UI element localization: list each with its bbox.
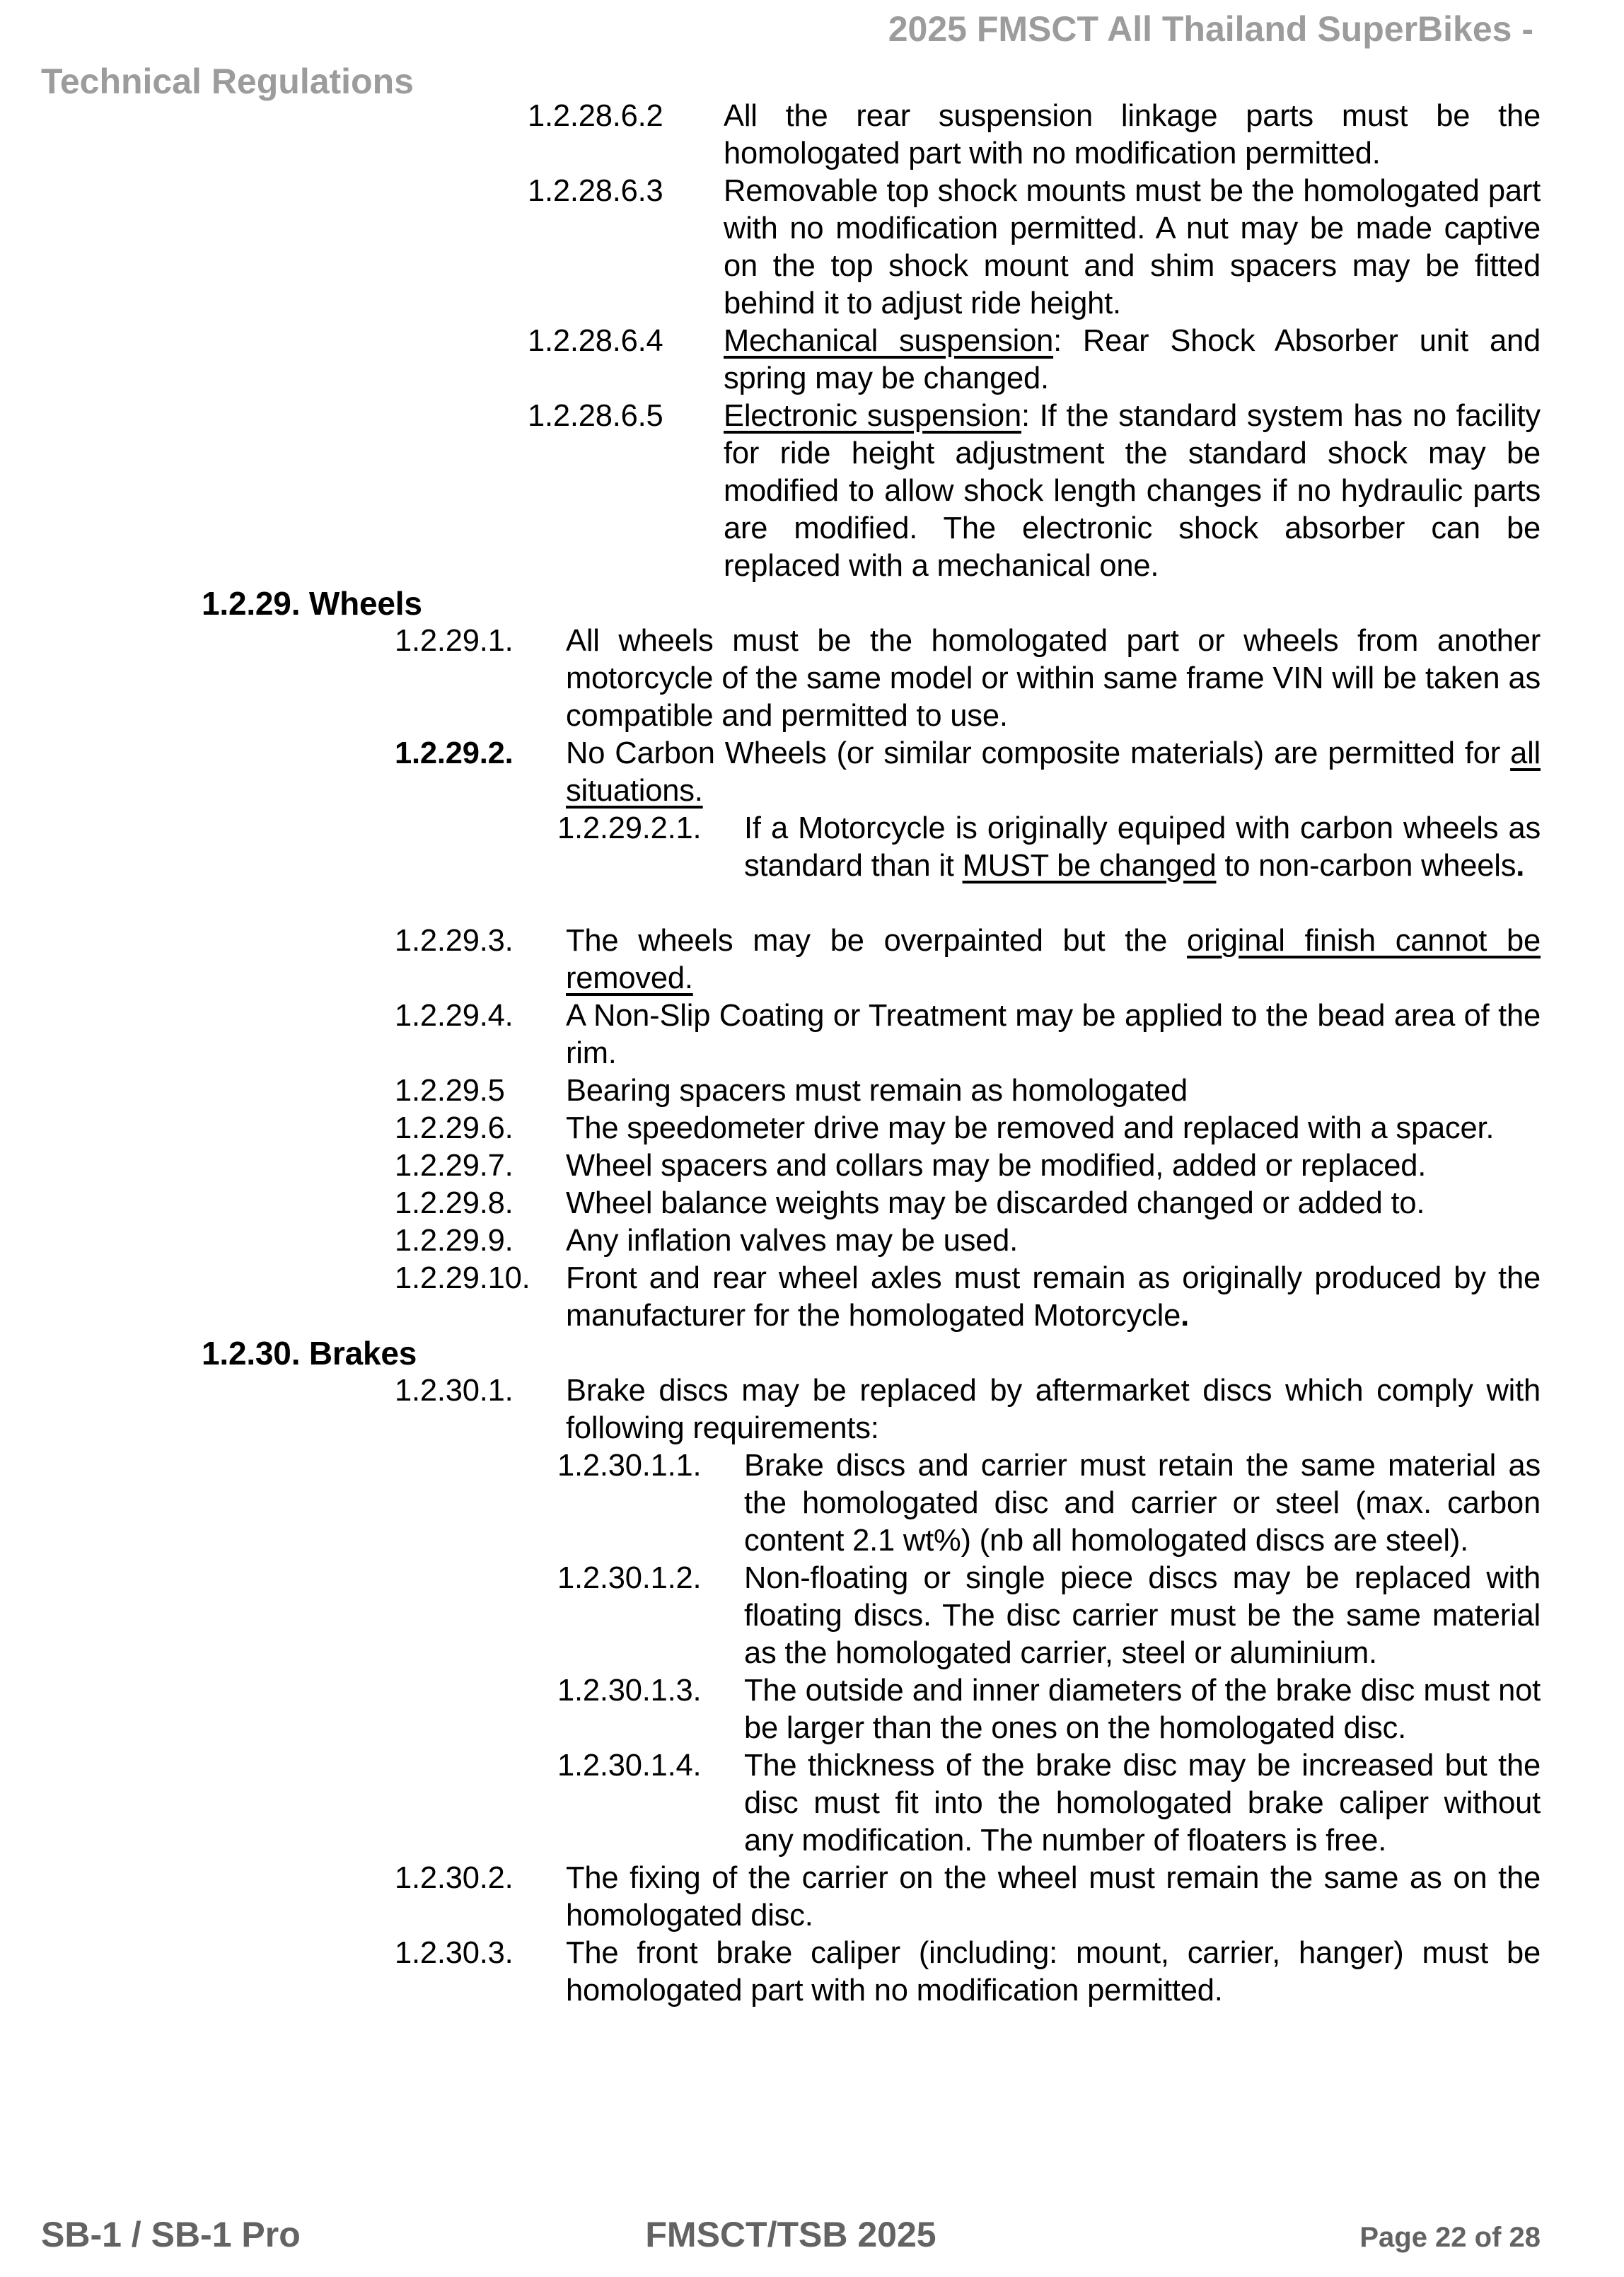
text-segment: . <box>1181 1299 1189 1333</box>
regulation-item <box>0 1372 1624 1447</box>
text-segment: Wheel balance weights may be discarded changed or added to. <box>566 1186 1425 1220</box>
clause-text <box>724 323 1541 398</box>
clause-text <box>744 1447 1541 1560</box>
clause-text <box>566 1110 1541 1147</box>
text-segment: All wheels must be the homologated part or wheels from another motorcycle of the same model or within same frame VIN will be taken as compatible and permitted to use. <box>566 624 1541 733</box>
page-header-subtitle: Technical Regulations <box>41 62 414 101</box>
text-segment: The front brake caliper (including: mount, carrier, hanger) must be homologated part with no modification permitted. <box>566 1936 1541 2007</box>
clause-text <box>566 1147 1541 1185</box>
clause-number: 1.2.30.1.3. <box>557 1674 702 1708</box>
regulation-item <box>0 997 1624 1072</box>
clause-number: 1.2.29.8. <box>395 1186 514 1220</box>
clause-number: 1.2.28.6.4 <box>528 324 663 358</box>
clause-number: 1.2.30.2. <box>395 1861 514 1895</box>
regulation-item <box>0 1560 1624 1672</box>
section-heading <box>202 1335 1624 1372</box>
text-segment: Brake discs and carrier must retain the same material as the homologated disc and carrier or steel (max. carbon content 2.1 wt%) (nb all homologated discs are steel). <box>744 1449 1541 1558</box>
text-segment: Removable top shock mounts must be the homologated part with no modification permitted. A nut may be made captive on the top shock mount and shim spacers may be fitted behind it to adjust ride height. <box>724 174 1541 320</box>
clause-text <box>566 1260 1541 1335</box>
clause-number: 1.2.29.9. <box>395 1224 514 1258</box>
text-segment: The thickness of the brake disc may be increased but the disc must fit into the homologated brake caliper without any modification. The number of floaters is free. <box>744 1749 1541 1858</box>
clause-text <box>724 398 1541 585</box>
clause-number: 1.2.29.7. <box>395 1149 514 1183</box>
clause-number: 1.2.29.5 <box>395 1074 505 1108</box>
regulation-item <box>0 1110 1624 1147</box>
clause-text <box>566 1185 1541 1222</box>
section-number: 1.2.30. <box>202 1335 309 1372</box>
text-segment: The outside and inner diameters of the brake disc must not be larger than the ones on the homologated disc. <box>744 1674 1541 1745</box>
text-segment: The fixing of the carrier on the wheel must remain the same as on the homologated disc. <box>566 1861 1541 1933</box>
clause-number: 1.2.29.3. <box>395 924 514 958</box>
section-title: Wheels <box>308 585 422 622</box>
regulation-item <box>0 173 1624 323</box>
clause-number: 1.2.28.6.3 <box>528 174 663 208</box>
section-number: 1.2.29. <box>202 585 309 622</box>
text-segment: Bearing spacers must remain as homologated <box>566 1074 1188 1108</box>
clause-text <box>744 1672 1541 1747</box>
regulation-item <box>0 735 1624 810</box>
clause-text <box>724 98 1541 173</box>
clause-number: 1.2.30.1.2. <box>557 1561 702 1595</box>
clause-number: 1.2.30.1.4. <box>557 1749 702 1783</box>
underlined-text: MUST be changed <box>962 849 1217 883</box>
page-footer <box>41 2214 1541 2255</box>
clause-number: 1.2.29.4. <box>395 999 514 1033</box>
regulation-item <box>0 1447 1624 1560</box>
text-segment: : Rear Shock Absorber unit and spring may be changed. <box>724 324 1541 395</box>
regulation-item <box>0 1672 1624 1747</box>
text-segment: No Carbon Wheels (or similar composite materials) are permitted for <box>566 736 1511 770</box>
text-segment: Wheel spacers and collars may be modified, added or replaced. <box>566 1149 1427 1183</box>
regulation-item <box>0 1147 1624 1185</box>
regulation-item <box>0 1860 1624 1935</box>
section-heading <box>202 585 1624 622</box>
text-segment: Non-floating or single piece discs may be replaced with floating discs. The disc carrier must be the same material as the homologated carrier, steel or aluminium. <box>744 1561 1541 1670</box>
clause-number: 1.2.28.6.5 <box>528 399 663 433</box>
clause-text <box>566 997 1541 1072</box>
clause-number: 1.2.29.1. <box>395 624 514 658</box>
text-segment: All the rear suspension linkage parts must be the homologated part with no modification permitted. <box>724 99 1541 170</box>
footer-page-number: Page 22 of 28 <box>1359 2222 1541 2253</box>
regulation-item <box>0 98 1624 173</box>
underlined-text: Electronic suspension <box>724 399 1021 433</box>
text-segment: Front and rear wheel axles must remain as originally produced by the manufacturer for the homologated Motorcycle <box>566 1261 1541 1333</box>
regulation-item <box>0 810 1624 885</box>
text-segment: . <box>1516 849 1525 883</box>
regulation-item <box>0 922 1624 997</box>
regulation-item <box>0 1935 1624 2010</box>
clause-text <box>566 922 1541 997</box>
regulation-item <box>0 1747 1624 1860</box>
clause-text <box>744 1560 1541 1672</box>
regulation-item <box>0 1072 1624 1110</box>
clause-text <box>566 1860 1541 1935</box>
regulation-item <box>0 323 1624 398</box>
text-segment: If a Motorcycle is originally equiped with carbon wheels as standard than it <box>744 811 1541 883</box>
clause-text <box>566 1372 1541 1447</box>
text-segment: : If the standard system has no facility for ride height adjustment the standard shock may be modified to allow shock length changes if no hydraulic parts are modified. The electronic shock absorber can be replaced with a mechanical one. <box>724 399 1541 583</box>
text-segment: The speedometer drive may be removed and replaced with a spacer. <box>566 1111 1495 1145</box>
clause-number: 1.2.30.1.1. <box>557 1449 702 1483</box>
regulation-item <box>0 1222 1624 1260</box>
text-segment: The wheels may be overpainted but the <box>566 924 1188 958</box>
underlined-text: all situations. <box>566 736 1541 808</box>
paragraph-gap <box>0 885 1624 922</box>
clause-number: 1.2.29.6. <box>395 1111 514 1145</box>
clause-text <box>566 735 1541 810</box>
clause-text <box>566 622 1541 735</box>
footer-document-label: FMSCT/TSB 2025 <box>645 2215 936 2254</box>
text-segment: Any inflation valves may be used. <box>566 1224 1018 1258</box>
clause-number: 1.2.29.10. <box>395 1261 530 1295</box>
clause-number: 1.2.29.2.1. <box>557 811 702 845</box>
document-body <box>0 98 1624 2010</box>
clause-number: 1.2.28.6.2 <box>528 99 663 133</box>
clause-text <box>566 1935 1541 2010</box>
clause-number: 1.2.29.2. <box>395 736 514 770</box>
text-segment: A Non-Slip Coating or Treatment may be applied to the bead area of the rim. <box>566 999 1541 1070</box>
regulation-item <box>0 1260 1624 1335</box>
text-segment: to non-carbon wheels <box>1216 849 1516 883</box>
regulation-item <box>0 1185 1624 1222</box>
clause-text <box>744 1747 1541 1860</box>
underlined-text: Mechanical suspension <box>724 324 1054 358</box>
section-title: Brakes <box>308 1335 417 1372</box>
clause-text <box>566 1222 1541 1260</box>
clause-number: 1.2.30.1. <box>395 1374 514 1408</box>
footer-class-label: SB-1 / SB-1 Pro <box>41 2215 301 2254</box>
clause-text <box>724 173 1541 323</box>
regulation-item <box>0 622 1624 735</box>
clause-text <box>744 810 1541 885</box>
underlined-text: original finish cannot be removed. <box>566 924 1541 995</box>
clause-number: 1.2.30.3. <box>395 1936 514 1970</box>
page-header-title: 2025 FMSCT All Thailand SuperBikes - <box>888 9 1533 49</box>
clause-text <box>566 1072 1541 1110</box>
regulation-item <box>0 398 1624 585</box>
text-segment: Brake discs may be replaced by aftermarket discs which comply with following requirements: <box>566 1374 1541 1445</box>
